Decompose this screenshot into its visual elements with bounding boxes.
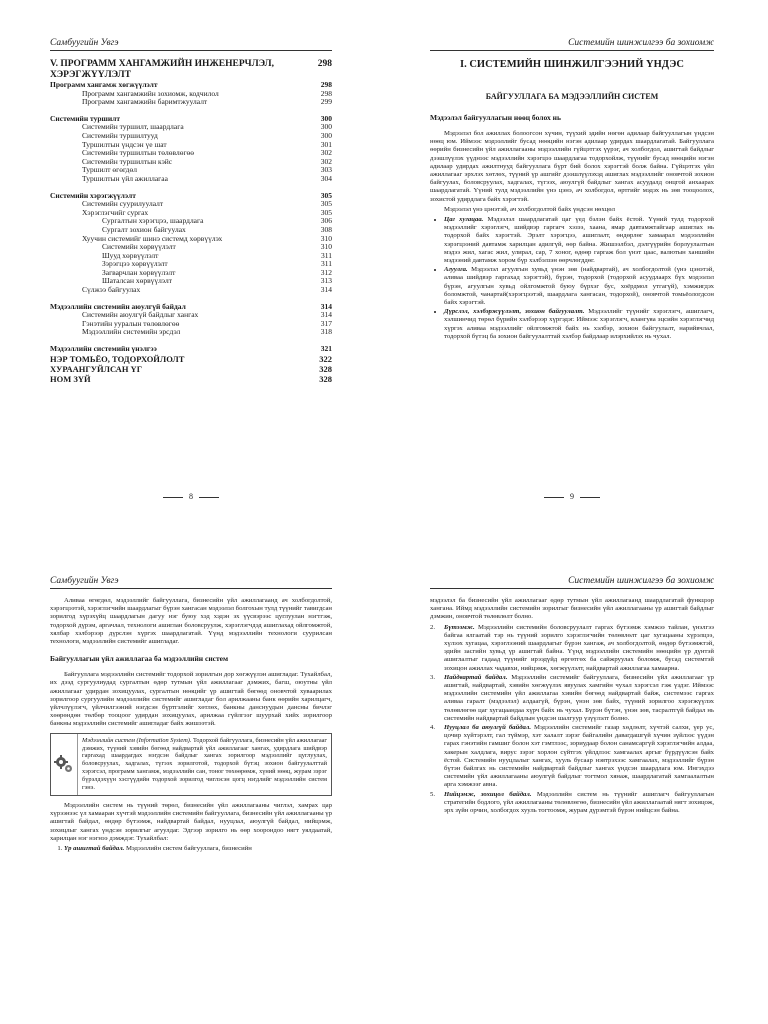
toc-entry-title: Сургалтын хэрэгцээ, шаардлага [102, 216, 204, 226]
toc-entry-page: 318 [320, 327, 332, 337]
toc-entry-page: 300 [320, 122, 332, 132]
numbered-list [430, 624, 714, 816]
toc-row [50, 364, 332, 374]
paragraph: Мэдээлэл үнэ цэнэтэй, ач холбогдолтой байх үндсэн нөхцөл [444, 205, 615, 213]
toc-row [50, 269, 332, 278]
toc-entry-title: Сүлжээ байгуулах [82, 285, 141, 295]
paragraph: мэдээлэл ба бизнесийн үйл ажиллагааг өдөр тутмын үйл ажиллагаанд шаардлагатай функцээр хангана. Иймд мэдээллийн системийн зорилгыг бизнесийн үйл ажиллагааны үр ашигтай байдлыг дэмжин, оновчтой төлөвлөлт болно. [430, 597, 714, 621]
toc-entry-title: Шаталсан хөрвүүлэлт [102, 276, 172, 286]
toc-entry-title: Программ хангамжийн зохиомж, кодчилол [82, 88, 219, 98]
toc-entry-title: НОМ ЗҮЙ [50, 373, 91, 384]
toc-row [50, 98, 332, 107]
toc-entry-page: 317 [320, 318, 332, 328]
toc-entry-page: 305 [320, 199, 332, 209]
list-item: 2. Бүтээмж. Мэдээллийн системийн боловсруулалт гаргах бүтээмж хэмжээ тайлан, үнэлгээ байгаа ялгаатай тэр нь түүний зорилго хэрэглэгчийн төлөвлөлт цаг хугацааны хүрэлцээ, хүлээх хугацаа, хэрэглээний шаардлагыг бүрэн хангаж, ач холбогдолтой, өндөр бүтээмжтэй, эдийн засгийн хувьд үр ашигтай байна. Үүнд мэдээллийн системийн нөөцийн үр дүнтэй ашиглалтыг гадаад түүнийг ирээдүйд өргөтгөх ба сайжруулах боломж, бусад системтэй зохицон ажиллах чадавхи, нийцэмж, хөгжүүлэлт, найдвартай ажиллагаа хамаарна. [430, 623, 714, 672]
section-heading: Байгууллагын үйл ажиллагаа ба мэдээллийн систем [50, 654, 229, 664]
toc-entry-title: Мэдээллийн системийн аюулгүй байдал [50, 301, 186, 311]
toc-entry-page: 301 [320, 139, 332, 149]
definition-box [50, 733, 332, 796]
toc-entry-title: Загварчлан хөрвүүлэлт [102, 267, 176, 277]
toc-row [50, 260, 332, 269]
toc-entry-title: Системийн туршилтууд [82, 130, 158, 140]
toc-entry-title: Хэрэглэгчийг сургах [82, 207, 149, 217]
running-head: Самбуугийн Увгэ [50, 38, 332, 51]
running-head: Системийн шинжилгээ ба зохиомж [430, 576, 714, 589]
toc-entry-title: НЭР ТОМЬЁО, ТОДОРХОЙЛОЛТ [50, 353, 185, 364]
toc-entry-title: ХУРААНГУЙЛСАН ҮГ [50, 363, 143, 374]
toc-entry-page: 310 [320, 242, 332, 252]
toc-entry-title: Системийн туршилтын кэйс [82, 156, 173, 166]
toc-entry-page: 328 [319, 363, 332, 374]
toc-entry-page: 299 [320, 97, 332, 107]
toc-row [50, 217, 332, 226]
toc-entry-title: Зэрэгцээ хөрвүүлэлт [102, 259, 168, 269]
subsection-title: Мэдээлэл байгууллагын нөөц болох нь [430, 113, 561, 122]
toc-entry-title: Системийн аюулгүй байдлыг хангах [82, 310, 199, 320]
numbered-list [50, 845, 332, 853]
toc-entry-page: 303 [320, 165, 332, 175]
toc-row [50, 286, 332, 295]
toc-row [50, 345, 332, 354]
running-head: Системийн шинжилгээ ба зохиомж [430, 38, 714, 51]
toc-entry-title: Туршилт өгөгдөл [82, 165, 137, 175]
page-is-goals [430, 576, 714, 1024]
toc-entry-page: 306 [320, 216, 332, 226]
toc-entry-page: 298 [320, 80, 332, 89]
list-item: 3. Найдвартай байдал. Мэдээллийн системийг байгууллага, бизнесийн үйл ажиллагааг үр ашигтай, найдвартай, хэвийн хөгжүүлэх явуулах хамгийн чухал хэрэгсэл гэж үздэг. Иймээс мэдээллийн системийн үйл ажиллагаа хэвийн бөгөөд найдвартай байж, системээс гаргах аливаа гаралт (мэдээлэл) алдаагүй, бүрэн, үнэн зөв байх, түүний зорилгоо хэрэгжүүлэх төлөвлөгөө цаг хугацаандаа хүрч байх нь чухал. Бүрэн бүтэн, үнэн зөв, тасралтгүй байдал нь системийн найдвартай байдлын үндсэн шалгуур үзүүлэлт болно. [430, 673, 714, 722]
toc-entry-title: Сургалт зохион байгуулах [102, 224, 186, 234]
toc-entry-page: 328 [319, 373, 332, 384]
bullet-list [430, 216, 714, 341]
toc-entry-title: Системийн туршилт, шаардлага [82, 122, 184, 132]
toc-entry-page: 308 [320, 224, 332, 234]
page-number: 8 [50, 492, 332, 501]
toc-entry-title: Мэдээллийн системийн үнэлгээ [50, 344, 157, 354]
toc-entry-page: 310 [320, 233, 332, 243]
toc-entry-page: 300 [320, 130, 332, 140]
toc-row [50, 354, 332, 364]
list-item: • Дүрслэл, хэлбэржүүлэлт, зохион байгуулалт. Мэдээллийг түүнийг хэрэглэгч, ашиглагч, хэлшинчид төрөл бүрийн хэлбэрээр хүргэдэг. Иймээс хэрэглэгч, ялангуяа эцсийн хэрэглэгчид хүргэх аливаа мэдээллийг ойлгомжтой байх нь хэлбэр, зохион байгуулалт, нарийвчлал, тодорхой бүтэц ба зохион байгуулалттай хэлбэр байдлаар илэрхийлэх нь чухал. [444, 308, 714, 341]
gears-icon [51, 734, 77, 795]
toc-entry-title: Гэнэтийн ууралын төлөвлөгөө [82, 318, 180, 328]
section-title: БАЙГУУЛЛАГА БА МЭДЭЭЛЛИЙН СИСТЕМ [485, 92, 659, 101]
page-toc [50, 38, 332, 513]
toc-entry-title: Программ хангамж хөгжүүлэлт [50, 80, 158, 89]
toc-entry-title: V. ПРОГРАММ ХАНГАМЖИЙН ИНЖЕНЕРЧЛЭЛ, ХЭРЭГЖҮҮЛЭЛТ [50, 59, 274, 80]
toc-row [50, 252, 332, 261]
table-of-contents [50, 59, 332, 384]
toc-entry-page: 305 [320, 207, 332, 217]
running-head: Самбуугийн Увгэ [50, 576, 332, 589]
toc-entry-page: 304 [320, 173, 332, 183]
toc-entry-page: 311 [321, 250, 332, 260]
toc-entry-page: 313 [320, 276, 332, 286]
toc-entry-page: 311 [321, 259, 332, 269]
toc-row [50, 243, 332, 252]
toc-entry-page: 312 [320, 267, 332, 277]
paragraph: Мэдээлэл бол ажиллах болоогсон хүчин, түүхий эдийн нөгөн адилаар байгууллагын үндсэн нөөц юм. Иймээс мэдээллийг бусад нөөцийн нэгэн адилаар удирдах шаардлагатай. Байгууллага өөрийн бизнесийн үйл ажиллагааны мэдээллийн гүйцэтгэх үүрэг, ач холбогдол, ашигтай байдлыг дээшлүүлэх үүднээс мэдээллийн хэрэгцээ шаардлагаа тодорхойлж, түүнийг бусад нөөцийн нэгэн адилаар удирдах ажилтнууд байгууллага бүрт бий болох хэрэгтэй болж байна. Гүйцэтгэх үйл ажиллагааг эрхлэх хөтлөх, түүний үр ашгийг дээшлүүлэхэд ашиглах мэдээллийг оновчтой зохион байгуулах, боловсруулах, хадгалах, түгээх, аюулгүй байдлыг хангах асуудалд онцгой анхаарах шаардлагатай. Үүний тулд мэдээллийн үнэ цэнэ, ач холбогдол, өртгийг мэдэх нь зөв тооцоолох, зохистой удирдлага байх хэрэгтэй. [430, 130, 714, 203]
list-item: 5. Нийцэмж, зохицол байдал. Мэдээллийн систем нь түүнийг ашиглагч байгууллагын стратегийн бодлого, үйл ажиллагааны төлөвлөгөө, бизнесийн үйл ажиллагаатай нягт зохицож, эрх зүйн орчин, холбогдох хууль тогтоомж, журам дүрэмтэй бүрэн нийцсэн байна. [430, 790, 714, 815]
toc-row [50, 59, 332, 81]
paragraph: Байгууллага мэдээллийн системийг тодорхой зорилгын дор хөгжүүлэн ашигладаг. Тухайлбал, их дээд сургуулиудад сургалтын өдөр тутмын үйл ажиллагааг дэмжих, багш, оюутны үйл ажиллагааг удирдан зохицуулах, сургалтын нөөцийг үр ашигтай бөгөөд оновчтой хуваарилах зорилгоор сургуулийн мэдээллийн системийг ашигладаг бол арилжааны банк өөрийн харилцагч, үйлчлүүлэгч, үйлчилгээний нэгдсэн бүртгэлийг хөтлөх, банкны данснуудын дансны бичлэг хөөрөндөн төлбөр тооцоог удирдан зохицуулах, арилжаа гүйлгээг шуурхай хийх зорилгоор банкны мэдээллийн системийг ашигладаг байх жишээтэй. [50, 671, 332, 728]
toc-row [50, 235, 332, 244]
toc-entry-title: Туршилтын үйл ажиллагаа [82, 173, 168, 183]
page-chapter-intro [430, 38, 714, 513]
toc-entry-title: Туршилтын үндсэн үе шат [82, 139, 167, 149]
definition-text: Мэдээллийн систем (Information System). Тодорхой байгууллага, бизнесийн үйл ажиллагааг дэмжих, түүний хэвийн бөгөөд найдвартай үйл ажиллагааг хангах, удирдлага шийдвэр гаргахад шаардагдах нэгдсэн байдлыг хангах зорилгоор мэдээллийг цуглуулах, боловсруулах, хадгалах, түгээх зорилготой, тодорхой бүтэц зохион байгуулалттай хэрэгсэл, программ хангамж, мэдээллийн сан, тоног төхөөрөмж, хүний нөөц, журам зэрэг бүрэлдэхүүн хэсгүүдийн тодорхой зорилгод чиглэсэн цогц нэгдлийг мэдээллийн систем гэнэ. [77, 734, 331, 795]
list-item: • Агуулга. Мэдээлэл агуулгын хувьд үнэн зөв (найдвартай), ач холбогдолтой (үнэ цэнэтэй, аливаа шийдвэр гаргахад хэрэгтэй), бүрэн, тодорхой (тодорхой асуудлаарх бүх мэдээлэл бүрэн, агуулгын хувьд ойлгомжтой буюу бүрхэг бус, хоёрдмол утгагүй), хэмжигдэх боломжтой, чанартай(хэрэгцээтэй, шаардлага хангасан, тодорхой), оновчтой томьёологдсон байх хэрэгтэй. [444, 266, 714, 307]
toc-entry-page: 314 [320, 285, 332, 295]
toc-entry-title: Системийн туршилтын төлөвлөгөө [82, 148, 195, 158]
toc-entry-title: Системийн хөрвүүлэлт [102, 242, 176, 252]
toc-entry-page: 314 [320, 301, 332, 311]
chapter-title: I. СИСТЕМИЙН ШИНЖИЛГЭЭНИЙ ҮНДЭС [460, 59, 684, 70]
toc-entry-page: 298 [320, 88, 332, 98]
toc-entry-page: 322 [319, 353, 332, 364]
list-item: 4. Нууцлал ба аюулгүй байдал. Мэдээллийн системийг газар хөдлөлт, хүчтэй салхи, үер ус, цочир хүйтэрэлт, гал түймэр, хэт халалт зэрэг байгалийн давагдашгүй хүчин зүйлээс үүдэн гарах гэнэтийн гамшиг болон хэт гэмтлээс, зориудаар болон санамсаргүй хэрэглэгчийн алдаа, хакерын халдлага, вирус зэрэг хорлон сүйтгэх үйлдлээс хамгаалах аргыг бүрдүүлсэн байх ёстой. Системийн нууцлалыг хангах, хууль бусаар нэвтрэхээс хамгаалах, мэдээллийг бүрэн бүтэн байлгах нь системийн найдвартай байдлыг хангах үндсэн шаардлага юм. Ингэхдээ системийн үйл ажиллагааны аюулгүй байдлыг тогтмол хянаж, шаардлагатай хамгаалалтын арга хэмжээг авна. [430, 724, 714, 789]
toc-row [50, 175, 332, 184]
toc-entry-page: 302 [320, 148, 332, 158]
toc-row [50, 328, 332, 337]
paragraph: Аливаа өгөгдөл, мэдээллийг байгууллага, бизнесийн үйл ажиллагаанд ач холбогдолтой, хэрэгцээтэй, хэрэглэгчийн шаардлагыг бүрэн хангасан мэдээлэл болгохын тулд түүнийг тавигдсан зорилгод хүрэхүйц шаардлагын дагуу нэг буюу хэд хэдэн эх үүсвэрээс цуглуулан нэгтгэж, тодорхой дүрэм, аргачлал, технологи ашиглан боловсруулж, хэрэглэгчдэд ашиглахад ойлгомжтой, хялбар хэлбэрээр дүрслэн хүргэх шаардлагатай. Үүнд мэдээллийн технологи суурилсан технологи, мэдээллийн системийг ашигладаг. [50, 597, 332, 646]
toc-entry-page: 305 [320, 190, 332, 200]
toc-entry-title: Программ хангамжийн баримтжуулалт [82, 97, 208, 107]
toc-entry-title: Мэдээллийн системийн эрсдэл [82, 327, 181, 337]
toc-entry-page: 314 [320, 310, 332, 320]
page-organization [50, 576, 332, 1024]
toc-entry-title: Хуучин системийг шинэ системд хөрвүүлэх [82, 233, 223, 243]
toc-entry-page: 298 [317, 59, 332, 69]
toc-row [50, 374, 332, 384]
page-number: 9 [430, 492, 714, 501]
toc-entry-page: 302 [320, 156, 332, 166]
paragraph: Мэдээллийн систем нь түүний төрөл, бизнесийн үйл ажиллагааны чиглэл, хамрах цар хүрээнээс үл хамааран хүчтэй мэдээллийн системийн байгууллага, бизнесийн үйл ажиллагааны үр ашигтай байдал, өндөр бүтээмж, найдвартай байдал, нууцлал, аюулгүй байдал, нийцэмж, зохицлыг хангах үндсэн зорилгыг агуулдаг. Эдгээр зорилго нь өөр хоорондоо нягт уялдаатай, харилцан нэг нэгнээ дэмждэг. Тухайлбал: [50, 801, 332, 842]
toc-entry-page: 321 [320, 344, 332, 354]
toc-entry-page: 300 [320, 113, 332, 123]
toc-entry-title: Шууд хөрвүүлэлт [102, 250, 159, 260]
list-item: • Цаг хугацаа. Мэдээлэл шаардлагатай цаг үед бэлэн байх ёстой. Үүний тулд тодорхой мэдээллийг хэрэглэгч, шийдвэр гаргагч хэзээ, хаана, ямар давтамжтайгаар ашиглах нь тодорхой байх хэрэгтэй. Эрэлт хэрэгцээ, ашиглалт, өндөрлөг хамаарал мэдээллийн хэрэгцээний давтамж харилцан адилгүй, өөр байна. Жишээлбэл, дэлгүүрийн борлуулалтын мэдээ жил, хагас жил, улирал, сар, 7 хоног, өдөөр гаргаж бол үнэт цаас, валютын ханшийн мэдээний давтамж хором бүр хэлбэлзэн өөрчлөгддөг. [444, 216, 714, 265]
toc-entry-title: Системийн туршилт [50, 113, 121, 123]
toc-entry-title: Системийн хэрэгжүүлэлт [50, 190, 136, 200]
list-item: 1. Үр ашигтай байдал. Мэдээллийн систем байгууллага, бизнесийн [64, 845, 332, 853]
toc-entry-title: Системийн суурилуулалт [82, 199, 164, 209]
